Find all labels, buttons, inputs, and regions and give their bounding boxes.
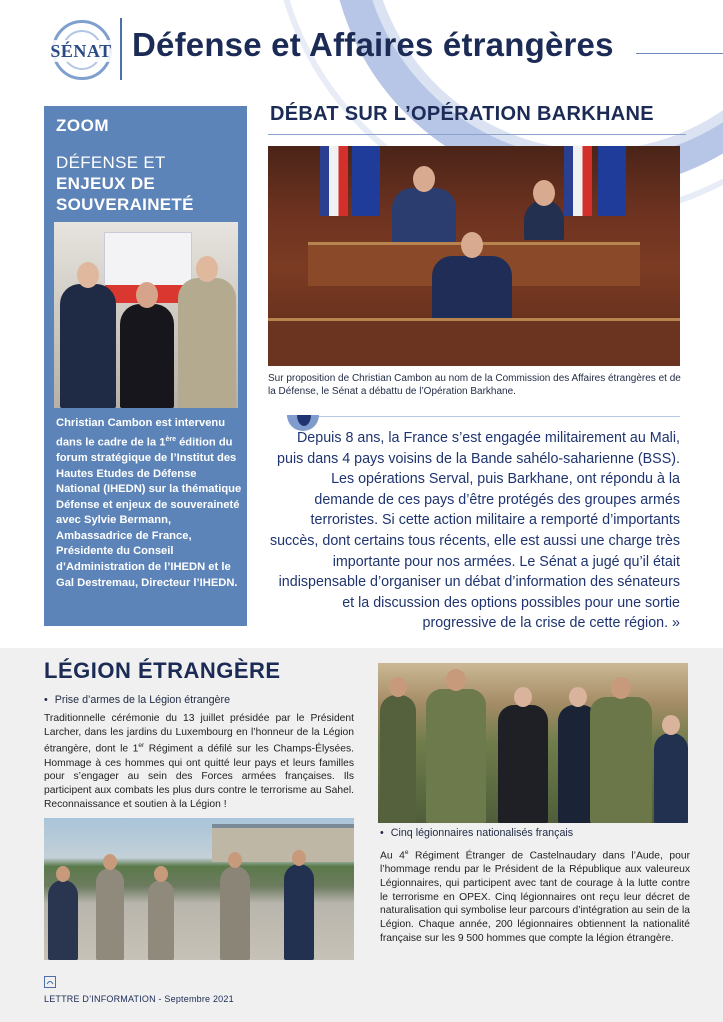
senate-photo <box>268 146 680 366</box>
zoom-title <box>56 152 241 215</box>
legion-item1-text <box>44 712 354 811</box>
legion-item2-heading: • Cinq légionnaires nationalisés français <box>380 827 573 839</box>
soldier-figure <box>96 868 124 960</box>
logo-text: SÉNAT <box>44 40 118 62</box>
zoom-label: ZOOM <box>56 116 109 135</box>
french-flag <box>320 146 348 216</box>
zoom-caption <box>56 416 242 591</box>
soldier-figure <box>48 880 78 960</box>
header-ring-inner <box>360 0 723 160</box>
title-rule <box>636 53 723 54</box>
legion-parade-photo <box>44 818 354 960</box>
eu-flag <box>352 146 380 216</box>
logo-divider <box>120 18 122 80</box>
legion-item1-sup: er <box>138 742 145 750</box>
lower-bench <box>268 318 680 366</box>
zoom-title-line1: DÉFENSE ET <box>56 153 166 172</box>
zoom-caption-sup: ère <box>165 435 176 443</box>
page-title: Défense et Affaires étrangères <box>132 26 614 63</box>
legion-item2-part1: Au 4 <box>380 850 405 862</box>
legion-item1-heading: • Prise d’armes de la Légion étrangère <box>44 694 230 706</box>
zoom-caption-part1: Christian Cambon est intervenu dans le cadre de la 1 <box>56 417 226 449</box>
barkhane-quote: Depuis 8 ans, la France s’est engagée militairement au Mali, puis dans 4 pays voisins de la Bande sahélo-saharienne (BSS). Les opérations Serval, puis Barkhane, ont répondu à la demande de ces pays d’être protégés des groupes armés terroristes. Si cette action militaire a remporté d’importants succès, dont certains tous récents, elle est aussi une charge très importante pour nos armées. Le Sénat a jugé qu’il était indispensable d’organiser un débat d’information des sénateurs et la discussion des options possibles pour une sortie progressive de la crise de cette région. » <box>269 430 680 632</box>
barkhane-heading-light: DÉBAT <box>270 103 339 125</box>
person-figure <box>60 284 116 408</box>
barkhane-heading <box>270 103 654 126</box>
zoom-photo <box>54 222 238 408</box>
person-figure <box>524 200 564 240</box>
legion-heading <box>44 658 281 684</box>
barkhane-heading-bold: SUR L’OPÉRATION BARKHANE <box>344 103 654 125</box>
person-figure <box>498 705 548 823</box>
senat-mini-logo-icon <box>44 976 56 988</box>
soldier-figure <box>426 689 486 823</box>
legion-item2-sup: e <box>404 849 409 856</box>
soldier-figure <box>148 880 174 960</box>
legion-item1-part2: Régiment a défilé sur les Champs-Élysées. Hommage à ces hommes qui ont quitté leur pays et leurs familles pour s’engager au sein des Forces armées françaises. Ils participent aux combats les plus durs contre le terrorisme au Sahel. Reconnaissance et soutien à la Légion ! <box>44 743 354 810</box>
soldier-figure <box>220 866 250 960</box>
eu-flag <box>598 146 626 216</box>
legion-naturalisation-photo <box>378 663 688 823</box>
person-figure <box>178 278 236 408</box>
barkhane-rule <box>268 134 686 135</box>
zoom-panel <box>44 106 247 626</box>
soldier-figure <box>380 695 416 823</box>
soldier-figure <box>284 864 314 960</box>
legion-heading-bold: ÉTRANGÈRE <box>137 658 281 683</box>
senate-photo-caption: Sur proposition de Christian Cambon au nom de la Commission des Affaires étrangères et de la Défense, le Sénat a débattu de l’Opération Barkhane. <box>268 373 681 397</box>
legion-item2-text <box>380 846 690 945</box>
legion-item1-part1: Traditionnelle cérémonie du 13 juillet présidée par le Président Larcher, dans les jardins du Luxembourg en l’honneur de la Légion étrangère, dont le 1 <box>44 713 354 755</box>
person-figure <box>392 188 456 246</box>
person-figure <box>654 733 688 823</box>
zoom-title-line2: ENJEUX DE SOUVERAINETÉ <box>56 174 194 214</box>
senat-logo <box>44 20 118 84</box>
footer-text: LETTRE D’INFORMATION - Septembre 2021 <box>44 994 234 1004</box>
legion-heading-light: LÉGION <box>44 658 132 683</box>
quote-rule <box>287 416 680 417</box>
person-figure <box>120 304 174 408</box>
legion-item2-part2: Régiment Étranger de Castelnaudary dans l’Aude, pour l’hommage rendu par le Président de la République aux valeureux Légionnaires, qui participent avec tant de courage à la lutte contre le terrorisme en OPEX. Cinq légionnaires ont reçu leur décret de naturalisation qui symbolise leur parcours d’intégration au sein de la Légion. Chaque année, 200 légionnaires obtiennent la nationalité française sur les 9 500 hommes que compte la légion étrangère. <box>380 850 691 944</box>
zoom-caption-part2: édition du forum stratégique de l’Institut des Hautes Etudes de Défense National (IHEDN) sur la thématique Défense et enjeux de souveraineté avec Sylvie Bermann, Ambassadrice de France, Présidente du Conseil d’Administration de l’IHEDN et le Gal Destremau, Directeur l’IHEDN. <box>56 436 242 589</box>
soldier-figure <box>590 697 652 823</box>
french-flag <box>564 146 592 216</box>
